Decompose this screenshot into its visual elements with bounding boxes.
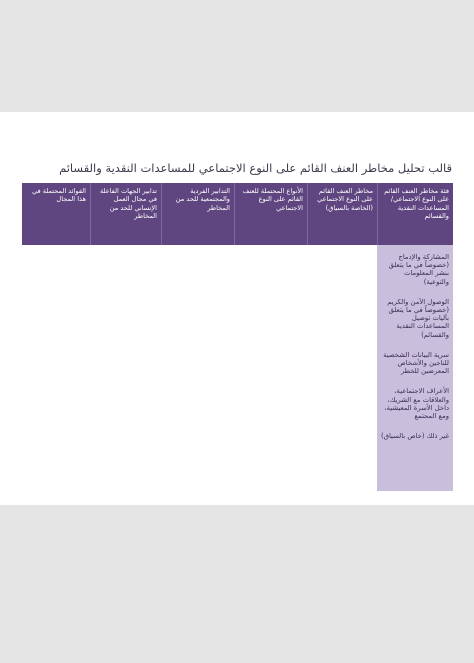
row-label-participation: المشاركة والإدماج (خصوصاً في ما يتعلق بنشر المعلومات والتوعية) — [388, 253, 449, 286]
header-cell-risk-category: فئة مخاطر العنف القائم على النوع الاجتماعي/ المساعدات النقدية والقسائم — [377, 183, 453, 245]
row-label-safe-access: الوصول الآمن والكريم (خصوصاً في ما يتعلق بآليات توصيل المساعدات النقدية والقسائم) — [387, 297, 449, 339]
table-title: قالب تحليل مخاطر العنف القائم على النوع الاجتماعي للمساعدات النقدية والقسائم — [59, 161, 452, 175]
row-label-social-norms: الأعراف الاجتماعية، والعلاقات مع الشريك، داخل الأسرة المعيشية، ومع المجتمع — [384, 387, 449, 421]
header-cell-individual-measures: التدابير الفردية والمجتمعية للحد من المخاطر — [161, 183, 234, 245]
header-cell-context-risks: مخاطر العنف القائم على النوع الاجتماعي (الخاصة بالسياق) — [307, 183, 377, 245]
header-cell-gbv-types: الأنواع المحتملة للعنف القائم على النوع الاجتماعي — [234, 183, 307, 245]
empty-cells-area — [22, 245, 377, 491]
table-body — [22, 245, 453, 491]
table-header-row — [22, 183, 453, 245]
header-cell-humanitarian-measures: تدابير الجهات الفاعلة في مجال العمل الإنساني للحد من المخاطر — [90, 183, 161, 245]
row-label-other: غير ذلك (خاص بالسياق) — [381, 432, 449, 441]
header-cell-potential-benefits: الفوائد المحتملة في هذا المجال — [32, 187, 86, 204]
gbv-risk-analysis-table — [22, 183, 453, 491]
row-labels-column — [377, 245, 453, 491]
row-label-data-privacy: سرية البيانات الشخصية للناجين والأشخاص المعرضين للخطر — [383, 350, 449, 376]
